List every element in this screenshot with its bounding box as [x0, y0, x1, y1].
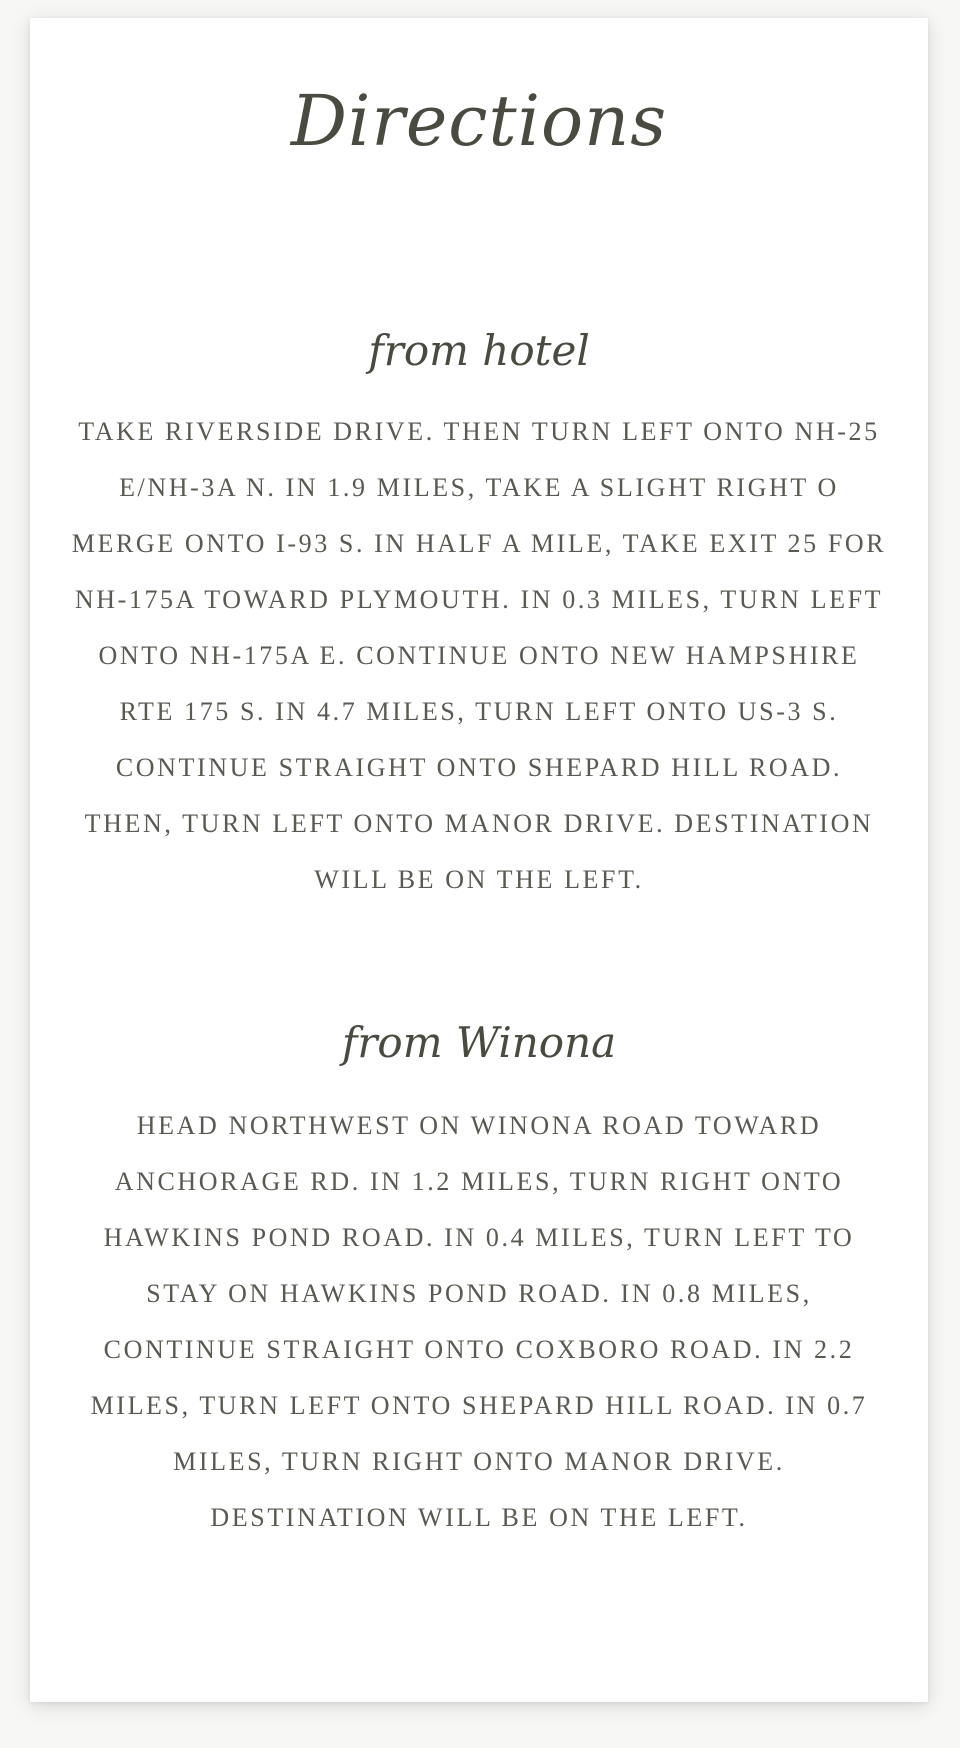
directions-card	[30, 18, 928, 1702]
card-title: Directions	[290, 80, 668, 162]
directions-from-hotel-text: TAKE RIVERSIDE DRIVE. THEN TURN LEFT ONTO NH-25 E/NH-3A N. IN 1.9 MILES, TAKE A SLIGHT RIGHT O MERGE ONTO I-93 S. IN HALF A MILE, TAKE EXIT 25 FOR NH-175A TOWARD PLYMOUTH. IN 0.3 MILES, TURN LEFT ONTO NH-175A E. CONTINUE ONTO NEW HAMPSHIRE RTE 175 S. IN 4.7 MILES, TURN LEFT ONTO US-3 S. CONTINUE STRAIGHT ONTO SHEPARD HILL ROAD. THEN, TURN LEFT ONTO MANOR DRIVE. DESTINATION WILL BE ON THE LEFT.	[71, 417, 887, 894]
directions-from-winona-text: HEAD NORTHWEST ON WINONA ROAD TOWARD ANCHORAGE RD. IN 1.2 MILES, TURN RIGHT ONTO HAWKINS POND ROAD. IN 0.4 MILES, TURN LEFT TO STAY ON HAWKINS POND ROAD. IN 0.8 MILES, CONTINUE STRAIGHT ONTO COXBORO ROAD. IN 2.2 MILES, TURN LEFT ONTO SHEPARD HILL ROAD. IN 0.7 MILES, TURN RIGHT ONTO MANOR DRIVE. DESTINATION WILL BE ON THE LEFT.	[90, 1111, 868, 1532]
section-heading-from-hotel: from hotel	[368, 326, 590, 375]
section-heading-from-winona: from Winona	[341, 1018, 617, 1067]
